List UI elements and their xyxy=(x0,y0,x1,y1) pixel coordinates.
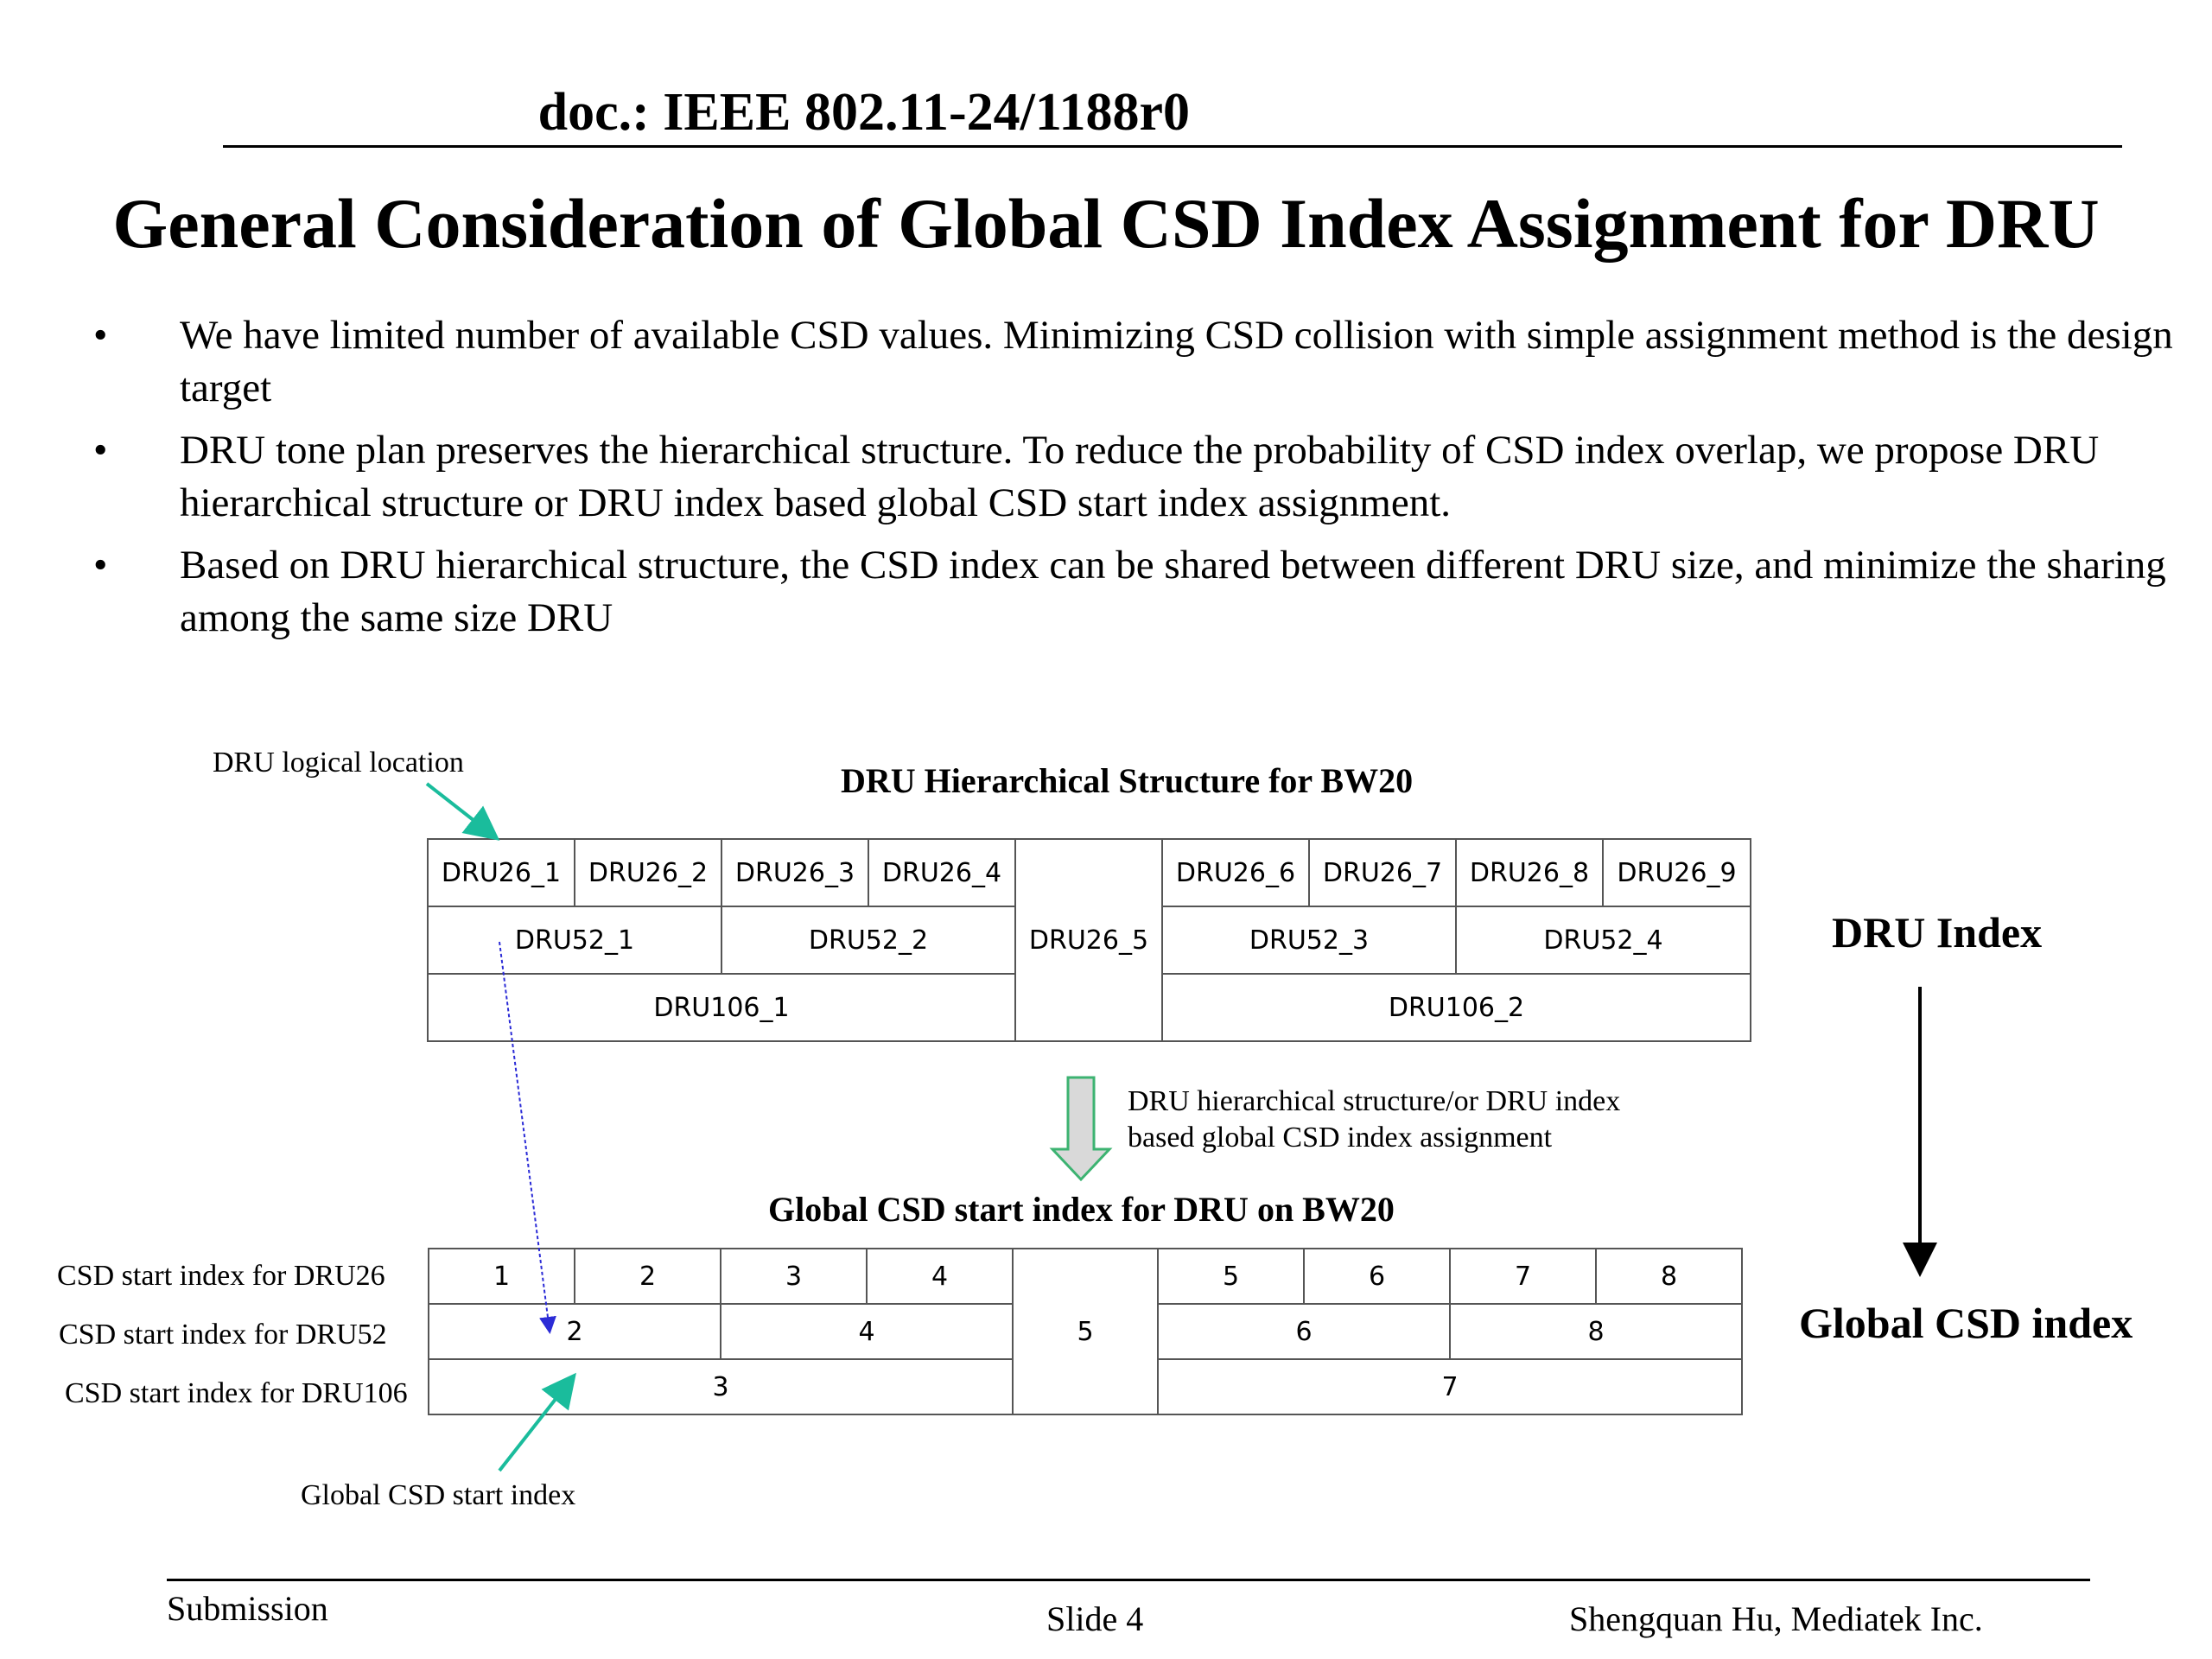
row-label-dru106: CSD start index for DRU106 xyxy=(65,1377,408,1409)
csd26-cell: 1 xyxy=(429,1249,575,1304)
dru26-center-cell: DRU26_5 xyxy=(1015,839,1162,1041)
bullet-symbol: • xyxy=(93,428,108,473)
csd26-center-cell: 5 xyxy=(1013,1249,1158,1414)
dru26-cell: DRU26_8 xyxy=(1456,839,1603,906)
row-label-dru52: CSD start index for DRU52 xyxy=(59,1319,387,1351)
csd26-cell: 8 xyxy=(1596,1249,1742,1304)
dru26-cell: DRU26_6 xyxy=(1162,839,1309,906)
mapping-arrow xyxy=(499,942,550,1331)
assignment-note-line2: based global CSD index assignment xyxy=(1128,1122,1553,1154)
csd52-cell: 4 xyxy=(721,1304,1013,1359)
dru52-cell: DRU52_2 xyxy=(721,906,1015,974)
bullet-text: We have limited number of available CSD values. Minimizing CSD collision with simple assignment method is the design target xyxy=(180,313,2173,410)
dru-index-label: DRU Index xyxy=(1832,908,2043,957)
global-csd-start-label: Global CSD start index xyxy=(301,1479,576,1511)
bullet-text: Based on DRU hierarchical structure, the CSD index can be shared between different DRU size, and minimize the sharing among the same size DRU xyxy=(180,543,2166,640)
row-label-dru26: CSD start index for DRU26 xyxy=(57,1260,385,1292)
footer-rule xyxy=(167,1579,2090,1581)
logical-location-arrow xyxy=(427,784,494,836)
dru106-cell: DRU106_1 xyxy=(428,974,1015,1041)
dru26-cell: DRU26_2 xyxy=(575,839,721,906)
dru26-cell: DRU26_3 xyxy=(721,839,868,906)
dru-logical-location-label: DRU logical location xyxy=(213,747,464,779)
dru52-cell: DRU52_4 xyxy=(1456,906,1751,974)
csd52-cell: 2 xyxy=(429,1304,721,1359)
csd106-cell: 7 xyxy=(1158,1359,1742,1414)
bullet-text: DRU tone plan preserves the hierarchical structure. To reduce the probability of CSD index overlap, we propose DRU hierarchical structure or DRU index based global CSD start index assignment. xyxy=(180,428,2100,525)
document-id: doc.: IEEE 802.11-24/1188r0 xyxy=(537,83,1190,142)
dru106-cell: DRU106_2 xyxy=(1162,974,1751,1041)
bullet-symbol: • xyxy=(93,543,108,588)
csd52-cell: 8 xyxy=(1450,1304,1742,1359)
dru26-cell: DRU26_4 xyxy=(868,839,1015,906)
global-csd-index-label: Global CSD index xyxy=(1799,1299,2133,1347)
csd52-cell: 6 xyxy=(1158,1304,1450,1359)
csd26-cell: 3 xyxy=(721,1249,867,1304)
csd26-cell: 5 xyxy=(1158,1249,1304,1304)
dru-structure-heading: DRU Hierarchical Structure for BW20 xyxy=(841,761,1414,800)
slide-title: General Consideration of Global CSD Index Assignment for DRU xyxy=(112,184,2100,263)
assignment-note-line1: DRU hierarchical structure/or DRU index xyxy=(1128,1085,1621,1117)
dru26-cell: DRU26_9 xyxy=(1603,839,1751,906)
global-csd-start-arrow xyxy=(499,1378,572,1471)
bullet-symbol: • xyxy=(93,313,108,358)
csd26-cell: 2 xyxy=(575,1249,721,1304)
dru52-cell: DRU52_1 xyxy=(428,906,721,974)
dru26-cell: DRU26_7 xyxy=(1309,839,1456,906)
csd26-cell: 7 xyxy=(1450,1249,1596,1304)
csd26-cell: 4 xyxy=(867,1249,1013,1304)
footer-slide-number: Slide 4 xyxy=(1046,1599,1144,1638)
footer-submission: Submission xyxy=(167,1589,328,1628)
assignment-block-arrow-icon xyxy=(1052,1077,1109,1179)
dru26-cell: DRU26_1 xyxy=(428,839,575,906)
csd26-cell: 6 xyxy=(1304,1249,1450,1304)
csd106-cell: 3 xyxy=(429,1359,1013,1414)
footer-author: Shengquan Hu, Mediatek Inc. xyxy=(1569,1599,1983,1638)
dru52-cell: DRU52_3 xyxy=(1162,906,1456,974)
csd-start-heading: Global CSD start index for DRU on BW20 xyxy=(768,1190,1395,1229)
